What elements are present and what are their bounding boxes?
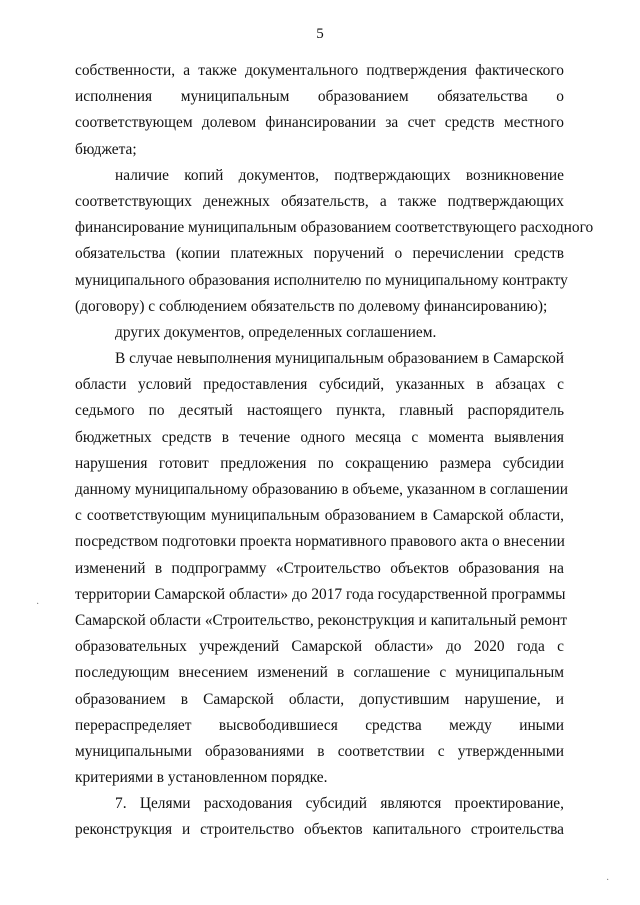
- text-line: бюджетных средств в течение одного месяца с момента выявления: [75, 428, 564, 446]
- paragraph: [75, 58, 564, 163]
- text-line: (договору) с соблюдением обязательств по долевому финансированию);: [75, 297, 548, 315]
- text-line: седьмого по десятый настоящего пункта, главный распорядитель: [75, 402, 564, 420]
- text-line: собственности, а также документального подтверждения фактического: [75, 62, 564, 79]
- text-line: посредством подготовки проекта нормативного правового акта о внесении: [75, 533, 565, 551]
- text-line: критериями в установленном порядке.: [75, 769, 328, 787]
- text-line: В случае невыполнения муниципальным образованием в Самарской: [115, 350, 564, 368]
- paragraph: [75, 346, 569, 791]
- text-line: муниципальными образованиями в соответствии с утвержденными: [75, 742, 564, 760]
- paragraph: [75, 163, 594, 320]
- page-number: 5: [316, 26, 324, 42]
- text-line: 7. Целями расходования субсидий являются проектирование,: [115, 795, 564, 813]
- text-line: последующим внесением изменений в соглашение с муниципальным: [75, 664, 564, 682]
- text-line: области условий предоставления субсидий, указанных в абзацах с: [75, 376, 564, 394]
- text-line: обязательства (копии платежных поручений о перечислении средств: [75, 245, 564, 263]
- text-line: изменений в подпрограмму «Строительство объектов образования на: [75, 559, 564, 577]
- text-line: территории Самарской области» до 2017 года государственной программы: [75, 585, 566, 603]
- text-line: данному муниципальному образованию в объеме, указанном в соглашении: [75, 481, 569, 498]
- text-line: исполнения муниципальным образованием обязательства о: [75, 88, 564, 106]
- text-line: образовательных учреждений Самарской области» до 2020 года с: [75, 638, 564, 656]
- text-line: муниципального образования исполнителю по муниципальному контракту: [75, 271, 568, 289]
- scan-artifact-mark: ·: [606, 875, 610, 886]
- text-line: других документов, определенных соглашением.: [115, 323, 437, 341]
- text-line: с соответствующим муниципальным образованием в Самарской области,: [75, 507, 564, 525]
- text-line: нарушения готовит предложения по сокращению размера субсидии: [75, 454, 564, 472]
- text-line: финансирование муниципальным образованием соответствующего расходного: [75, 219, 594, 237]
- text-line: соответствующих денежных обязательств, а также подтверждающих: [75, 192, 564, 210]
- text-line: бюджета;: [75, 140, 137, 158]
- paragraph: [75, 791, 564, 843]
- document-body: [75, 58, 594, 844]
- text-line: образованием в Самарской области, допустившим нарушение, и: [75, 690, 564, 708]
- scan-artifact-mark: ·: [36, 599, 40, 610]
- text-line: наличие копий документов, подтверждающих возникновение: [115, 166, 564, 184]
- text-line: Самарской области «Строительство, реконструкция и капитальный ремонт: [75, 611, 568, 629]
- text-line: реконструкция и строительство объектов капитального строительства: [75, 821, 564, 839]
- text-line: перераспределяет высвободившиеся средства между иными: [75, 716, 564, 734]
- paragraph: [75, 320, 564, 346]
- text-line: соответствующем долевом финансировании за счет средств местного: [75, 114, 564, 132]
